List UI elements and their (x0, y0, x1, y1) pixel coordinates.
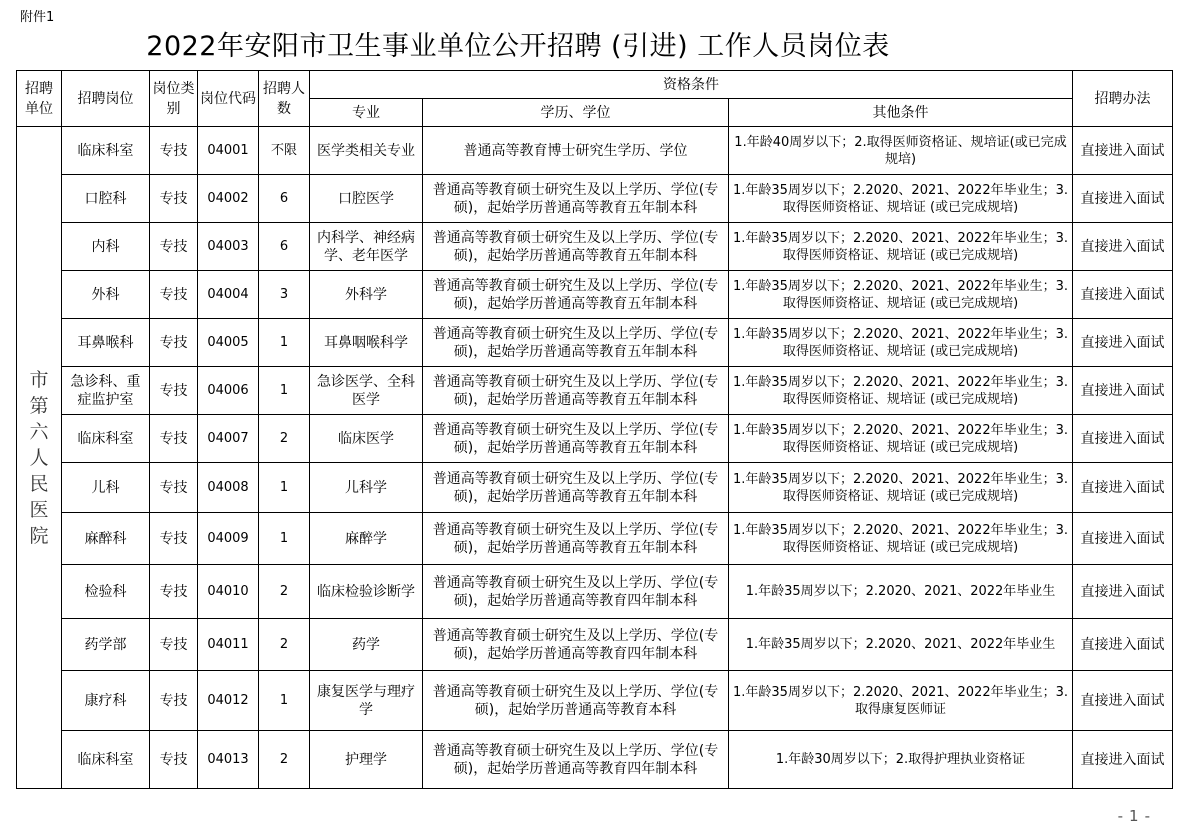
cell-major: 急诊医学、全科医学 (310, 367, 423, 415)
cell-other: 1.年龄35周岁以下；2.2020、2021、2022年毕业生；3.取得医师资格证、规培证 (或已完成规培) (729, 463, 1073, 513)
header-code: 岗位代码 (198, 71, 259, 127)
cell-position: 药学部 (62, 619, 150, 671)
cell-major: 临床检验诊断学 (310, 565, 423, 619)
cell-category: 专技 (150, 671, 198, 731)
cell-code: 04002 (198, 175, 259, 223)
page-number: -1- (1117, 807, 1156, 825)
cell-method: 直接进入面试 (1073, 319, 1173, 367)
cell-method: 直接进入面试 (1073, 415, 1173, 463)
cell-other: 1.年龄35周岁以下；2.2020、2021、2022年毕业生；3.取得医师资格证、规培证 (或已完成规培) (729, 415, 1073, 463)
cell-other: 1.年龄35周岁以下；2.2020、2021、2022年毕业生；3.取得医师资格证、规培证 (或已完成规培) (729, 223, 1073, 271)
cell-count: 1 (259, 319, 310, 367)
table-row (17, 271, 1173, 319)
cell-degree: 普通高等教育硕士研究生及以上学历、学位(专硕)，起始学历普通高等教育五年制本科 (423, 271, 729, 319)
cell-degree: 普通高等教育硕士研究生及以上学历、学位(专硕)，起始学历普通高等教育五年制本科 (423, 175, 729, 223)
cell-code: 04008 (198, 463, 259, 513)
cell-category: 专技 (150, 565, 198, 619)
cell-degree: 普通高等教育硕士研究生及以上学历、学位(专硕)，起始学历普通高等教育五年制本科 (423, 513, 729, 565)
cell-degree: 普通高等教育硕士研究生及以上学历、学位(专硕)，起始学历普通高等教育五年制本科 (423, 463, 729, 513)
header-other: 其他条件 (729, 99, 1073, 127)
cell-method: 直接进入面试 (1073, 565, 1173, 619)
cell-position: 内科 (62, 223, 150, 271)
cell-code: 04001 (198, 127, 259, 175)
cell-count: 1 (259, 671, 310, 731)
cell-degree: 普通高等教育硕士研究生及以上学历、学位(专硕)，起始学历普通高等教育四年制本科 (423, 565, 729, 619)
header-degree: 学历、学位 (423, 99, 729, 127)
cell-category: 专技 (150, 223, 198, 271)
cell-code: 04012 (198, 671, 259, 731)
cell-other: 1.年龄35周岁以下；2.2020、2021、2022年毕业生；3.取得康复医师证 (729, 671, 1073, 731)
cell-position: 口腔科 (62, 175, 150, 223)
cell-major: 医学类相关专业 (310, 127, 423, 175)
cell-count: 1 (259, 513, 310, 565)
cell-degree: 普通高等教育硕士研究生及以上学历、学位(专硕)，起始学历普通高等教育五年制本科 (423, 319, 729, 367)
cell-other: 1.年龄35周岁以下；2.2020、2021、2022年毕业生；3.取得医师资格证、规培证 (或已完成规培) (729, 367, 1073, 415)
header-category: 岗位类别 (150, 71, 198, 127)
cell-position: 麻醉科 (62, 513, 150, 565)
table-row (17, 127, 1173, 175)
cell-method: 直接进入面试 (1073, 271, 1173, 319)
cell-count: 3 (259, 271, 310, 319)
cell-other: 1.年龄35周岁以下；2.2020、2021、2022年毕业生；3.取得医师资格证、规培证 (或已完成规培) (729, 175, 1073, 223)
table-row (17, 319, 1173, 367)
cell-degree: 普通高等教育博士研究生学历、学位 (423, 127, 729, 175)
cell-category: 专技 (150, 619, 198, 671)
cell-method: 直接进入面试 (1073, 463, 1173, 513)
cell-count: 2 (259, 619, 310, 671)
cell-count: 2 (259, 565, 310, 619)
cell-category: 专技 (150, 415, 198, 463)
cell-category: 专技 (150, 731, 198, 789)
table-row (17, 513, 1173, 565)
cell-code: 04009 (198, 513, 259, 565)
cell-method: 直接进入面试 (1073, 223, 1173, 271)
cell-count: 6 (259, 175, 310, 223)
cell-method: 直接进入面试 (1073, 513, 1173, 565)
cell-major: 外科学 (310, 271, 423, 319)
table-row (17, 463, 1173, 513)
attachment-label: 附件1 (20, 10, 55, 25)
cell-category: 专技 (150, 271, 198, 319)
cell-category: 专技 (150, 319, 198, 367)
cell-position: 外科 (62, 271, 150, 319)
table-row (17, 223, 1173, 271)
cell-code: 04004 (198, 271, 259, 319)
cell-major: 临床医学 (310, 415, 423, 463)
cell-major: 口腔医学 (310, 175, 423, 223)
cell-category: 专技 (150, 367, 198, 415)
cell-code: 04011 (198, 619, 259, 671)
header-qualification: 资格条件 (310, 71, 1073, 99)
cell-code: 04013 (198, 731, 259, 789)
cell-other: 1.年龄35周岁以下；2.2020、2021、2022年毕业生；3.取得医师资格证、规培证 (或已完成规培) (729, 319, 1073, 367)
cell-code: 04005 (198, 319, 259, 367)
cell-category: 专技 (150, 175, 198, 223)
cell-count: 6 (259, 223, 310, 271)
cell-count: 1 (259, 463, 310, 513)
cell-other: 1.年龄35周岁以下；2.2020、2021、2022年毕业生；3.取得医师资格证、规培证 (或已完成规培) (729, 513, 1073, 565)
cell-method: 直接进入面试 (1073, 619, 1173, 671)
cell-position: 耳鼻喉科 (62, 319, 150, 367)
cell-code: 04007 (198, 415, 259, 463)
header-major: 专业 (310, 99, 423, 127)
cell-method: 直接进入面试 (1073, 367, 1173, 415)
cell-category: 专技 (150, 127, 198, 175)
cell-major: 儿科学 (310, 463, 423, 513)
cell-method: 直接进入面试 (1073, 127, 1173, 175)
header-position: 招聘岗位 (62, 71, 150, 127)
cell-method: 直接进入面试 (1073, 731, 1173, 789)
cell-count: 2 (259, 415, 310, 463)
cell-degree: 普通高等教育硕士研究生及以上学历、学位(专硕)，起始学历普通高等教育四年制本科 (423, 731, 729, 789)
table-row (17, 671, 1173, 731)
cell-category: 专技 (150, 463, 198, 513)
cell-degree: 普通高等教育硕士研究生及以上学历、学位(专硕)，起始学历普通高等教育五年制本科 (423, 415, 729, 463)
table-row (17, 175, 1173, 223)
table-row (17, 565, 1173, 619)
cell-major: 耳鼻咽喉科学 (310, 319, 423, 367)
header-method: 招聘办法 (1073, 71, 1173, 127)
header-unit: 招聘单位 (17, 71, 62, 127)
page-title: 2022年安阳市卫生事业单位公开招聘 (引进) 工作人员岗位表 (146, 31, 890, 62)
cell-position: 临床科室 (62, 127, 150, 175)
cell-code: 04006 (198, 367, 259, 415)
table-row (17, 619, 1173, 671)
cell-category: 专技 (150, 513, 198, 565)
cell-method: 直接进入面试 (1073, 671, 1173, 731)
cell-major: 麻醉学 (310, 513, 423, 565)
table-row (17, 415, 1173, 463)
cell-code: 04003 (198, 223, 259, 271)
cell-position: 检验科 (62, 565, 150, 619)
cell-other: 1.年龄35周岁以下；2.2020、2021、2022年毕业生 (729, 619, 1073, 671)
positions-table (16, 70, 1173, 789)
cell-degree: 普通高等教育硕士研究生及以上学历、学位(专硕)，起始学历普通高等教育五年制本科 (423, 223, 729, 271)
cell-position: 临床科室 (62, 415, 150, 463)
unit-name: 市第六人民医院 (29, 368, 49, 547)
cell-major: 内科学、神经病学、老年医学 (310, 223, 423, 271)
cell-other: 1.年龄35周岁以下；2.2020、2021、2022年毕业生 (729, 565, 1073, 619)
cell-position: 康疗科 (62, 671, 150, 731)
cell-count: 2 (259, 731, 310, 789)
cell-position: 临床科室 (62, 731, 150, 789)
cell-position: 急诊科、重症监护室 (62, 367, 150, 415)
cell-other: 1.年龄35周岁以下；2.2020、2021、2022年毕业生；3.取得医师资格证、规培证 (或已完成规培) (729, 271, 1073, 319)
cell-degree: 普通高等教育硕士研究生及以上学历、学位(专硕)，起始学历普通高等教育四年制本科 (423, 619, 729, 671)
cell-other: 1.年龄40周岁以下；2.取得医师资格证、规培证(或已完成规培) (729, 127, 1073, 175)
cell-other: 1.年龄30周岁以下；2.取得护理执业资格证 (729, 731, 1073, 789)
table-row (17, 731, 1173, 789)
unit-name-cell (17, 127, 62, 789)
cell-count: 1 (259, 367, 310, 415)
cell-count: 不限 (259, 127, 310, 175)
table-row (17, 367, 1173, 415)
cell-degree: 普通高等教育硕士研究生及以上学历、学位(专硕)，起始学历普通高等教育本科 (423, 671, 729, 731)
cell-degree: 普通高等教育硕士研究生及以上学历、学位(专硕)，起始学历普通高等教育五年制本科 (423, 367, 729, 415)
cell-position: 儿科 (62, 463, 150, 513)
cell-major: 护理学 (310, 731, 423, 789)
cell-method: 直接进入面试 (1073, 175, 1173, 223)
header-count: 招聘人数 (259, 71, 310, 127)
cell-major: 康复医学与理疗学 (310, 671, 423, 731)
cell-major: 药学 (310, 619, 423, 671)
cell-code: 04010 (198, 565, 259, 619)
